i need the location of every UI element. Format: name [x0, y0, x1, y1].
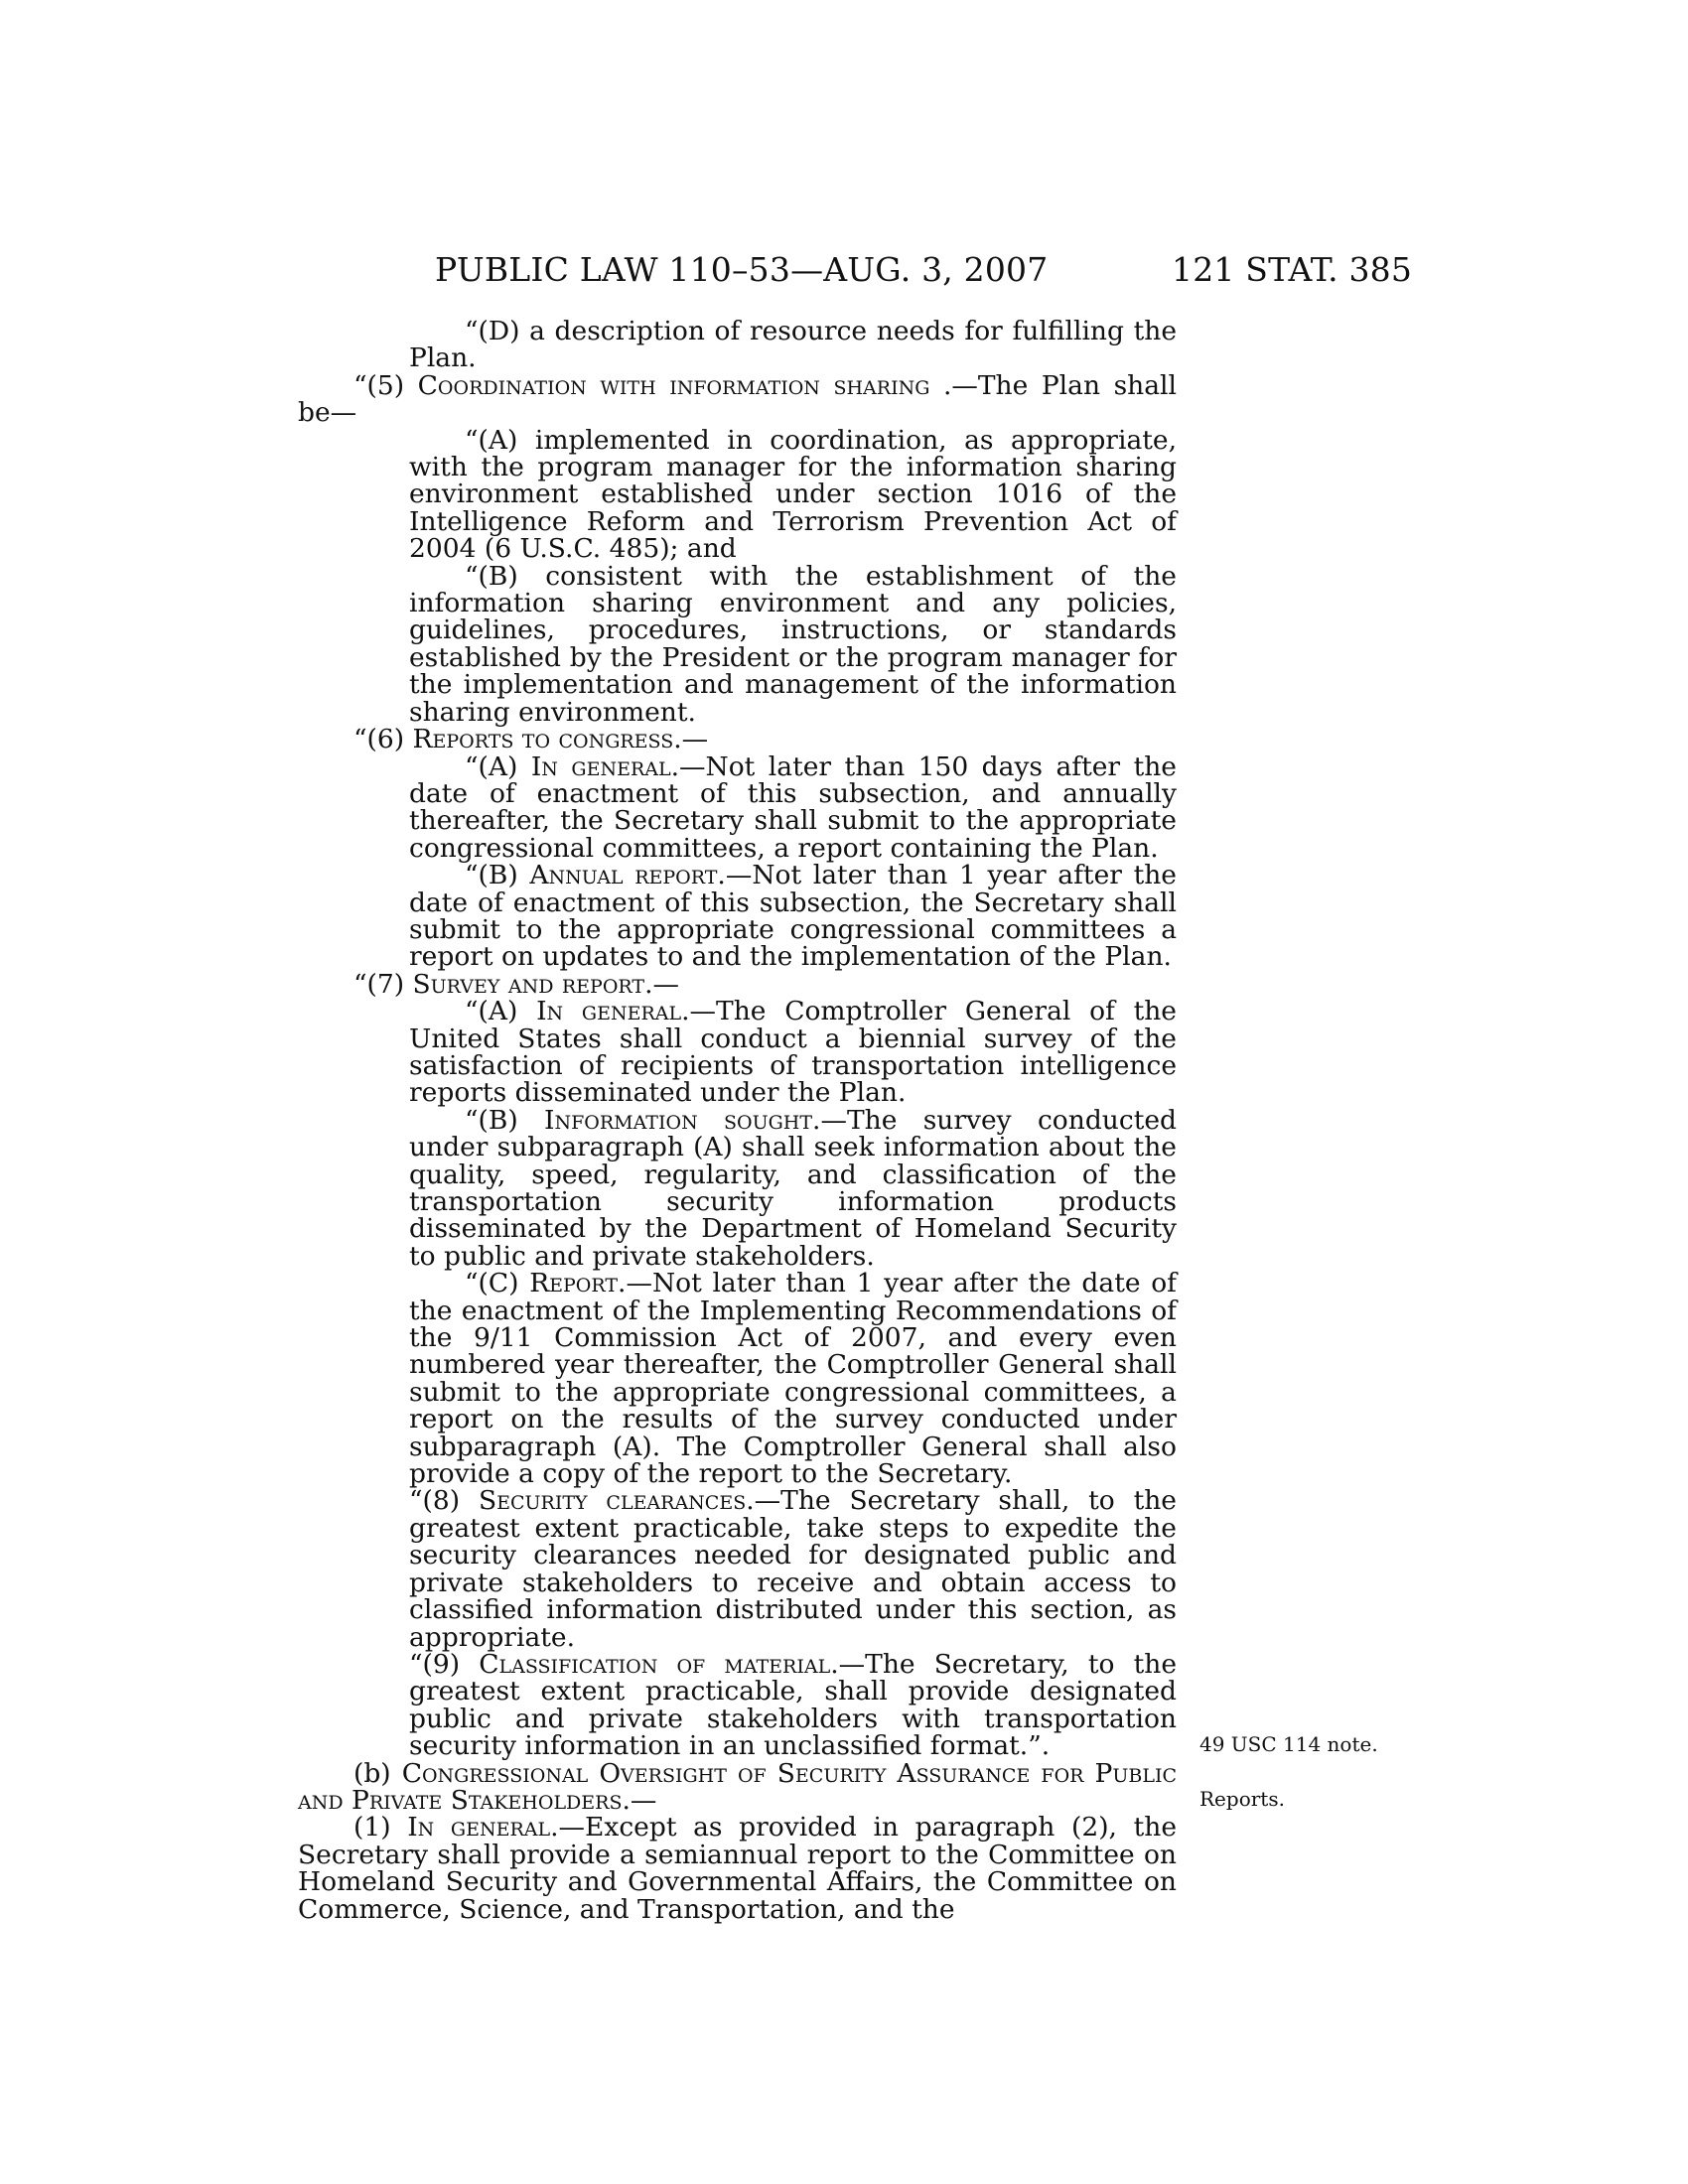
page-reference: 121 STAT. 385 [1172, 250, 1413, 289]
subsection-b [298, 1757, 1177, 1816]
paragraph-5-subparagraph-a: “(A) implemented in coordination, as appropriate, with the program manager for the information sharing environment established under section 1016 of the Intelligence Reform and Terrorism Prevention Act of 2004 (6 U.S.C. 485); and [409, 424, 1177, 565]
subparagraph-d: “(D) a description of resource needs for fulfilling the Plan. [409, 316, 1177, 374]
paragraph-8-number: “(8) [409, 1485, 479, 1517]
paragraph-5-text: .—The Plan shall be— [298, 369, 1177, 429]
subsection-b1-heading: In general [407, 1812, 551, 1843]
paragraph-7-subparagraph-c [298, 1268, 1177, 1490]
paragraph-6a-text: .—Not later than 150 days after the date of enactment of this subsection, and annually thereafter, the Secretary shall submit to the appropriate congressional committees, a report containing the Plan. [409, 751, 1177, 864]
paragraph-6b-heading: Annual report [529, 860, 718, 891]
paragraph-6-number: “(6) [353, 724, 413, 755]
paragraph-7a-text: .—The Comptroller General of the United States shall conduct a biennial survey of the satisfaction of recipients of transportation intelligence reports disseminated under the Plan. [409, 996, 1177, 1109]
paragraph-9 [298, 1648, 1178, 1762]
paragraph-7-subparagraph-a [298, 998, 1177, 1107]
paragraph-6-subparagraph-a [298, 753, 1177, 863]
paragraph-8 [298, 1485, 1177, 1653]
paragraph-7a-number: “(A) [465, 996, 537, 1027]
paragraph-9-number: “(9) [409, 1648, 480, 1680]
paragraph-7c-number: “(C) [465, 1268, 530, 1299]
paragraph-9-heading: Classification of material [479, 1648, 831, 1680]
paragraph-7-number: “(7) [353, 968, 413, 1000]
margin-note-reports: Reports. [1199, 1787, 1285, 1811]
subsection-b-heading: Congressional Oversight of Security Assurance for Public and Private Stakeholders [298, 1757, 1177, 1816]
margin-note-usc: 49 USC 114 note. [1199, 1732, 1378, 1756]
paragraph-7a-heading: In general [536, 996, 682, 1027]
paragraph-7b-text: .—The survey conducted under subparagraph (A) shall seek information about the quality, speed, regularity, and classification of the transportation security information products disseminated by the Department of Homeland Security to public and private stakeholders. [409, 1104, 1177, 1272]
paragraph-6 [298, 724, 1177, 755]
paragraph-5-subparagraph-b: “(B) consistent with the establishment of the information sharing environment and any policies, guidelines, procedures, instructions, or standards established by the President or the program manager for the implementation and management of the information sharing environment. [409, 560, 1177, 728]
statute-body [298, 318, 1177, 1923]
paragraph-7-text: .— [644, 968, 679, 1000]
paragraph-7-subparagraph-b [298, 1104, 1177, 1272]
paragraph-8-heading: Security clearances [478, 1485, 747, 1517]
paragraph-5 [298, 369, 1177, 429]
paragraph-7c-text: .—Not later than 1 year after the date of the enactment of the Implementing Recommendations of the 9/11 Commission Act of 2007, and every even numbered year thereafter, the Comptroller General shall submit to the appropriate congressional committees, a report on the results of the survey conducted under subparagraph (A). The Comptroller General shall also provide a copy of the report to the Secretary. [409, 1268, 1177, 1490]
paragraph-6-heading: Reports to congress [412, 724, 674, 755]
paragraph-7b-heading: Information sought [544, 1104, 813, 1136]
paragraph-6-subparagraph-b [298, 862, 1177, 971]
paragraph-9-text: .—The Secretary, to the greatest extent practicable, shall provide designated public and private stakeholders with transportation security information in an unclassified format.”. [409, 1648, 1178, 1762]
paragraph-8-text: .—The Secretary shall, to the greatest extent practicable, take steps to expedite the security clearances needed for designated public and private stakeholders to receive and obtain access to classified information distributed under this section, as appropriate. [409, 1485, 1177, 1653]
running-header-title: PUBLIC LAW 110–53—AUG. 3, 2007 [435, 250, 1049, 289]
paragraph-7 [298, 968, 1177, 1000]
subsection-b-text: .— [622, 1784, 657, 1816]
paragraph-7-heading: Survey and report [412, 968, 645, 1000]
subsection-b1-text: .—Except as provided in paragraph (2), the Secretary shall provide a semiannual report to the Committee on Homeland Security and Governmental Affairs, the Committee on Commerce, Science, and Transportation, and the [298, 1812, 1177, 1925]
subsection-b-paragraph-1 [298, 1814, 1177, 1923]
paragraph-6b-number: “(B) [465, 860, 530, 891]
paragraph-7c-heading: Report [529, 1268, 619, 1299]
paragraph-6a-number: “(A) [465, 751, 531, 782]
subsection-b1-number: (1) [353, 1812, 408, 1843]
paragraph-5-heading: Coordination with information sharing [417, 369, 930, 401]
paragraph-6-text: .— [673, 724, 709, 755]
paragraph-6b-text: .—Not later than 1 year after the date of enactment of this subsection, the Secretary shall submit to the appropriate congressional committees a report on updates to and the implementation of the Plan. [409, 860, 1177, 973]
paragraph-7b-number: “(B) [465, 1104, 545, 1136]
subsection-b-number: (b) [353, 1757, 402, 1789]
paragraph-6a-heading: In general [530, 751, 671, 782]
paragraph-5-number: “(5) [353, 369, 418, 401]
